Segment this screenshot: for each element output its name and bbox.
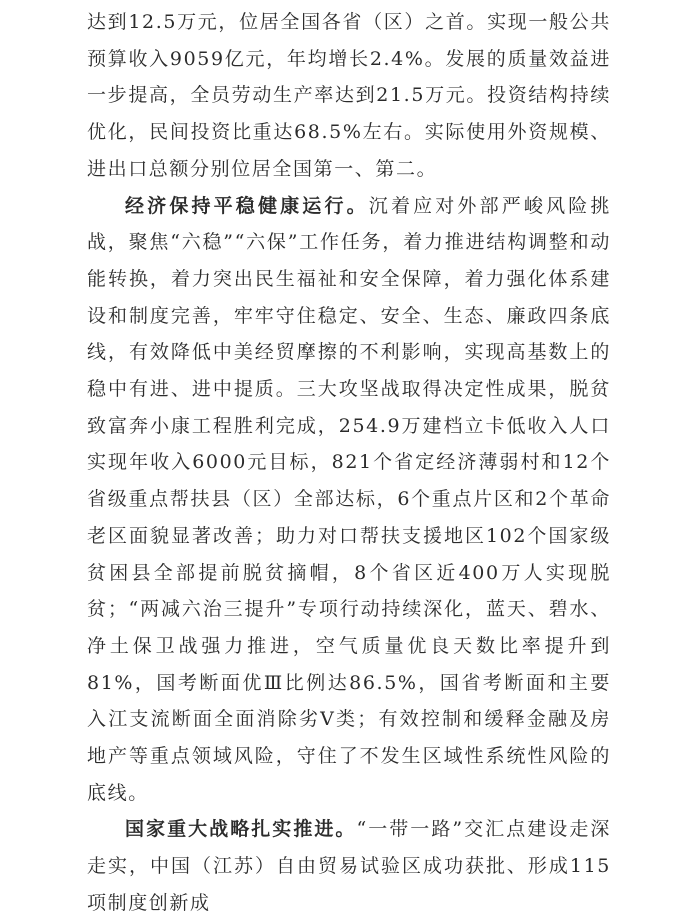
paragraph-text: 达到12.5万元，位居全国各省（区）之首。实现一般公共预算收入9059亿元，年均增长2.4%。发展的质量效益进一步提高，全员劳动生产率达到21.5万元。投资结构持续优化，民间投资比重达68.5%左右。实际使用外资规模、进出口总额分别位居全国第一、第二。 [87, 11, 611, 180]
paragraph-economic-indicators [87, 4, 611, 188]
document-page [87, 4, 611, 922]
paragraph-lead-heading: 国家重大战略扎实推进。 [125, 818, 357, 841]
paragraph-lead-heading: 经济保持平稳健康运行。 [125, 194, 369, 217]
paragraph-stable-economy [87, 188, 611, 812]
paragraph-text: “一带一路”交汇点建设走深走实，中国（江苏）自由贸易试验区成功获批、形成115项制度创新成 [87, 818, 611, 914]
paragraph-national-strategy [87, 811, 611, 921]
paragraph-text: 沉着应对外部严峻风险挑战，聚焦“六稳”“六保”工作任务，着力推进结构调整和动能转换，着力突出民生福祉和安全保障，着力强化体系建设和制度完善，牢牢守住稳定、安全、生态、廉政四条底线，有效降低中美经贸摩擦的不利影响，实现高基数上的稳中有进、进中提质。三大攻坚战取得决定性成果，脱贫致富奔小康工程胜利完成，254.9万建档立卡低收入人口实现年收入6000元目标，821个省定经济薄弱村和12个省级重点帮扶县（区）全部达标，6个重点片区和2个革命老区面貌显著改善；助力对口帮扶支援地区102个国家级贫困县全部提前脱贫摘帽，8个省区近400万人实现脱贫；“两减六治三提升”专项行动持续深化，蓝天、碧水、净土保卫战强力推进，空气质量优良天数比率提升到81%，国考断面优Ⅲ比例达86.5%，国省考断面和主要入江支流断面全面消除劣Ⅴ类；有效控制和缓释金融及房地产等重点领域风险，守住了不发生区域性系统性风险的底线。 [87, 194, 611, 804]
